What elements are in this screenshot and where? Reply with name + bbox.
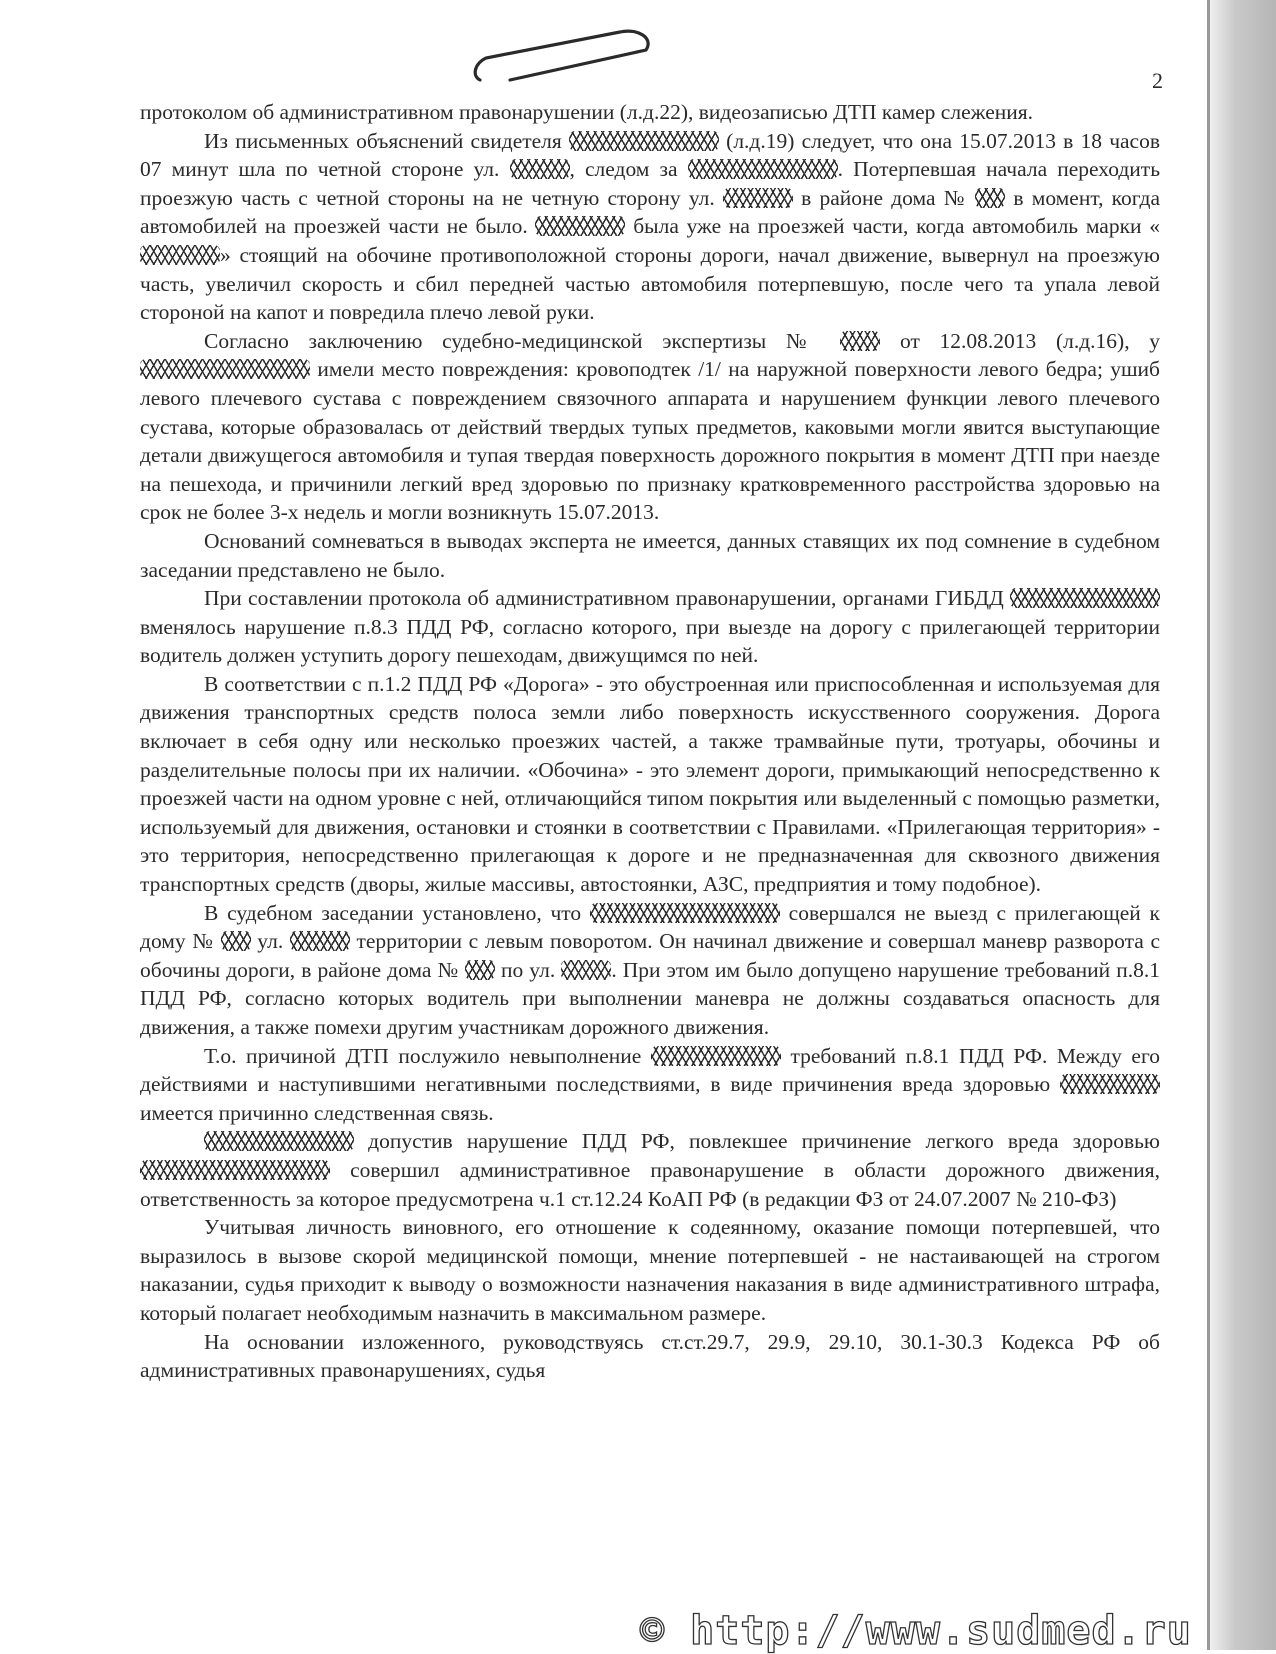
- paragraph-text: ул.: [250, 929, 290, 954]
- redaction-mark: [290, 931, 350, 951]
- redaction-mark: [723, 188, 793, 208]
- paragraph-text: вменялось нарушение п.8.3 ПДД РФ, согласно которого, при выезде на дорогу с прилегающей территории водитель должен уступить дорогу пешеходам, движущимся по ней.: [140, 614, 1160, 668]
- paragraph-text: Согласно заключению судебно-медицинской экспертизы №: [204, 328, 841, 353]
- paragraph-text: по ул.: [494, 957, 562, 982]
- paragraph-text: требований п.8.1 ПДД РФ. Между его действиями и наступившими негативными последствиями, в виде причинения вреда здоровью: [140, 1043, 1160, 1097]
- paragraph: [140, 584, 1160, 670]
- redaction-mark: [651, 1046, 781, 1066]
- paragraph-text: , следом за: [569, 157, 688, 182]
- paragraph: [140, 527, 1160, 584]
- redaction-mark: [140, 1160, 330, 1180]
- paragraph-text: На основании изложенного, руководствуясь ст.ст.29.7, 29.9, 29.10, 30.1-30.3 Кодекса РФ об административных правонарушениях, судья: [140, 1329, 1160, 1383]
- paragraph-text: При составлении протокола об административном правонарушении, органами ГИБДД: [204, 586, 1010, 611]
- paragraph-text: Оснований сомневаться в выводах эксперта не имеется, данных ставящих их под сомнение в судебном заседании представлено не было.: [140, 528, 1160, 582]
- paragraph-text: в момент, когда автомобилей на проезжей части не было.: [140, 185, 1161, 239]
- redaction-mark: [465, 960, 495, 980]
- paragraph-text: в районе дома №: [792, 185, 976, 210]
- document-body: [140, 98, 1160, 1385]
- redaction-mark: [569, 131, 719, 151]
- redaction-mark: [840, 331, 880, 351]
- paragraph-text: протоколом об административном правонарушении (л.д.22), видеозаписью ДТП камер слежения.: [140, 100, 1034, 124]
- paragraph-text: допустив нарушение ПДД РФ, повлекшее причинение легкого вреда здоровью: [354, 1129, 1160, 1154]
- paragraph-text: была уже на проезжей части, когда автомобиль марки «: [625, 214, 1160, 239]
- paragraph-text: . Потерпевшая начала переходить проезжую часть с четной стороны на не четную сторону ул.: [140, 157, 1160, 210]
- paragraph-text: » стоящий на обочине противоположной стороны дороги, начал движение, вывернул на проезжую часть, увеличил скорость и сбил передней частью автомобиля потерпевшую, после чего та упала левой стороной на капот и повредила плечо левой руки.: [140, 242, 1160, 325]
- paragraph-text: имели место повреждения: кровоподтек /1/ на наружной поверхности левого бедра; ушиб левого плечевого сустава с повреждением связочного аппарата и нарушением функции левого плечевого сустава, которые образовалась от действий твердых тупых предметов, каковыми могли явится выступающие детали движущегося автомобиля и тупая твердая поверхность дорожного покрытия в момент ДТП при наезде на пешехода, и причинили легкий вред здоровью по признаку кратковременного расстройства здоровью на срок не более 3-х недель и могли возникнуть 15.07.2013.: [140, 357, 1160, 525]
- paragraph: [140, 327, 1160, 527]
- paragraph-text: В судебном заседании установлено, что: [204, 900, 590, 925]
- paragraph-text: В соответствии с п.1.2 ПДД РФ «Дорога» - это обустроенная или приспособленная и используемая для движения транспортных средств полоса земли либо поверхность искусственного сооружения. Дорога включает в себя одну или несколько проезжих частей, а также трамвайные пути, тротуары, обочины и разделительные полосы при их наличии. «Обочина» - это элемент дороги, примыкающий непосредственно к проезжей части на одном уровне с ней, отличающийся типом покрытия или выделенный с помощью разметки, используемый для движения, остановки и стоянки в соответствии с Правилами. «Прилегающая территория» - это территория, непосредственно прилегающая к дороге и не предназначенная для сквозного движения транспортных средств (дворы, жилые массивы, автостоянки, АЗС, предприятия и тому подобное).: [140, 671, 1160, 897]
- redaction-mark: [975, 188, 1005, 208]
- redaction-mark: [590, 903, 780, 923]
- paragraph: [140, 1213, 1160, 1327]
- redaction-mark: [561, 960, 611, 980]
- redaction-mark: [221, 931, 251, 951]
- paragraph-text: Т.о. причиной ДТП послужило невыполнение: [204, 1043, 651, 1068]
- paragraph-text: . При этом им было допущено нарушение требований п.8.1 ПДД РФ, согласно которых водитель при выполнении маневра не должны создаваться опасность для движения, а также помехи другим участникам дорожного движения.: [140, 957, 1161, 1039]
- redaction-mark: [204, 1131, 354, 1151]
- paragraph-text: Из письменных объяснений свидетеля: [204, 128, 569, 153]
- paragraph-text: совершался не выезд с прилегающей к дому №: [140, 900, 1160, 954]
- paragraph: [140, 98, 1160, 127]
- scan-edge-line: [1207, 0, 1210, 1650]
- paragraph: [140, 670, 1160, 899]
- paragraph-text: (л.д.19) следует, что она 15.07.2013 в 18 часов 07 минут шла по четной стороне ул.: [140, 128, 1160, 182]
- page-number: 2: [1152, 68, 1163, 93]
- paragraph: [140, 127, 1160, 327]
- watermark: © http://www.sudmed.ru: [640, 1608, 1192, 1654]
- paragraph: [140, 1328, 1160, 1385]
- paragraph: [140, 899, 1160, 1042]
- paragraph-text: от 12.08.2013 (л.д.16), у: [880, 328, 1160, 353]
- paragraph-text: территории с левым поворотом. Он начинал движение и совершал маневр разворота с обочины дороги, в районе дома №: [140, 929, 1160, 982]
- redaction-mark: [1010, 588, 1160, 608]
- redaction-mark: [1060, 1074, 1160, 1094]
- paper-clip-icon: [470, 28, 660, 88]
- redaction-mark: [510, 159, 570, 179]
- paragraph-text: имеется причинно следственная связь.: [140, 1100, 494, 1125]
- scan-shadow-edge: [1208, 0, 1276, 1650]
- paragraph: [140, 1042, 1160, 1128]
- redaction-mark: [140, 359, 310, 379]
- paragraph-text: совершил административное правонарушение в области дорожного движения, ответственность за которое предусмотрена ч.1 ст.12.24 КоАП РФ (в редакции ФЗ от 24.07.2007 № 210-ФЗ): [140, 1157, 1160, 1211]
- paragraph: [140, 1127, 1160, 1213]
- paragraph-text: Учитывая личность виновного, его отношение к содеянному, оказание помощи потерпевшей, что выразилось в вызове скорой медицинской помощи, мнение потерпевшей - не настаивающей на строгом наказании, судья приходит к выводу о возможности назначения наказания в виде административного штрафа, который полагает необходимым назначить в максимальном размере.: [140, 1215, 1160, 1325]
- redaction-mark: [535, 216, 625, 236]
- redaction-mark: [688, 159, 838, 179]
- redaction-mark: [140, 245, 220, 265]
